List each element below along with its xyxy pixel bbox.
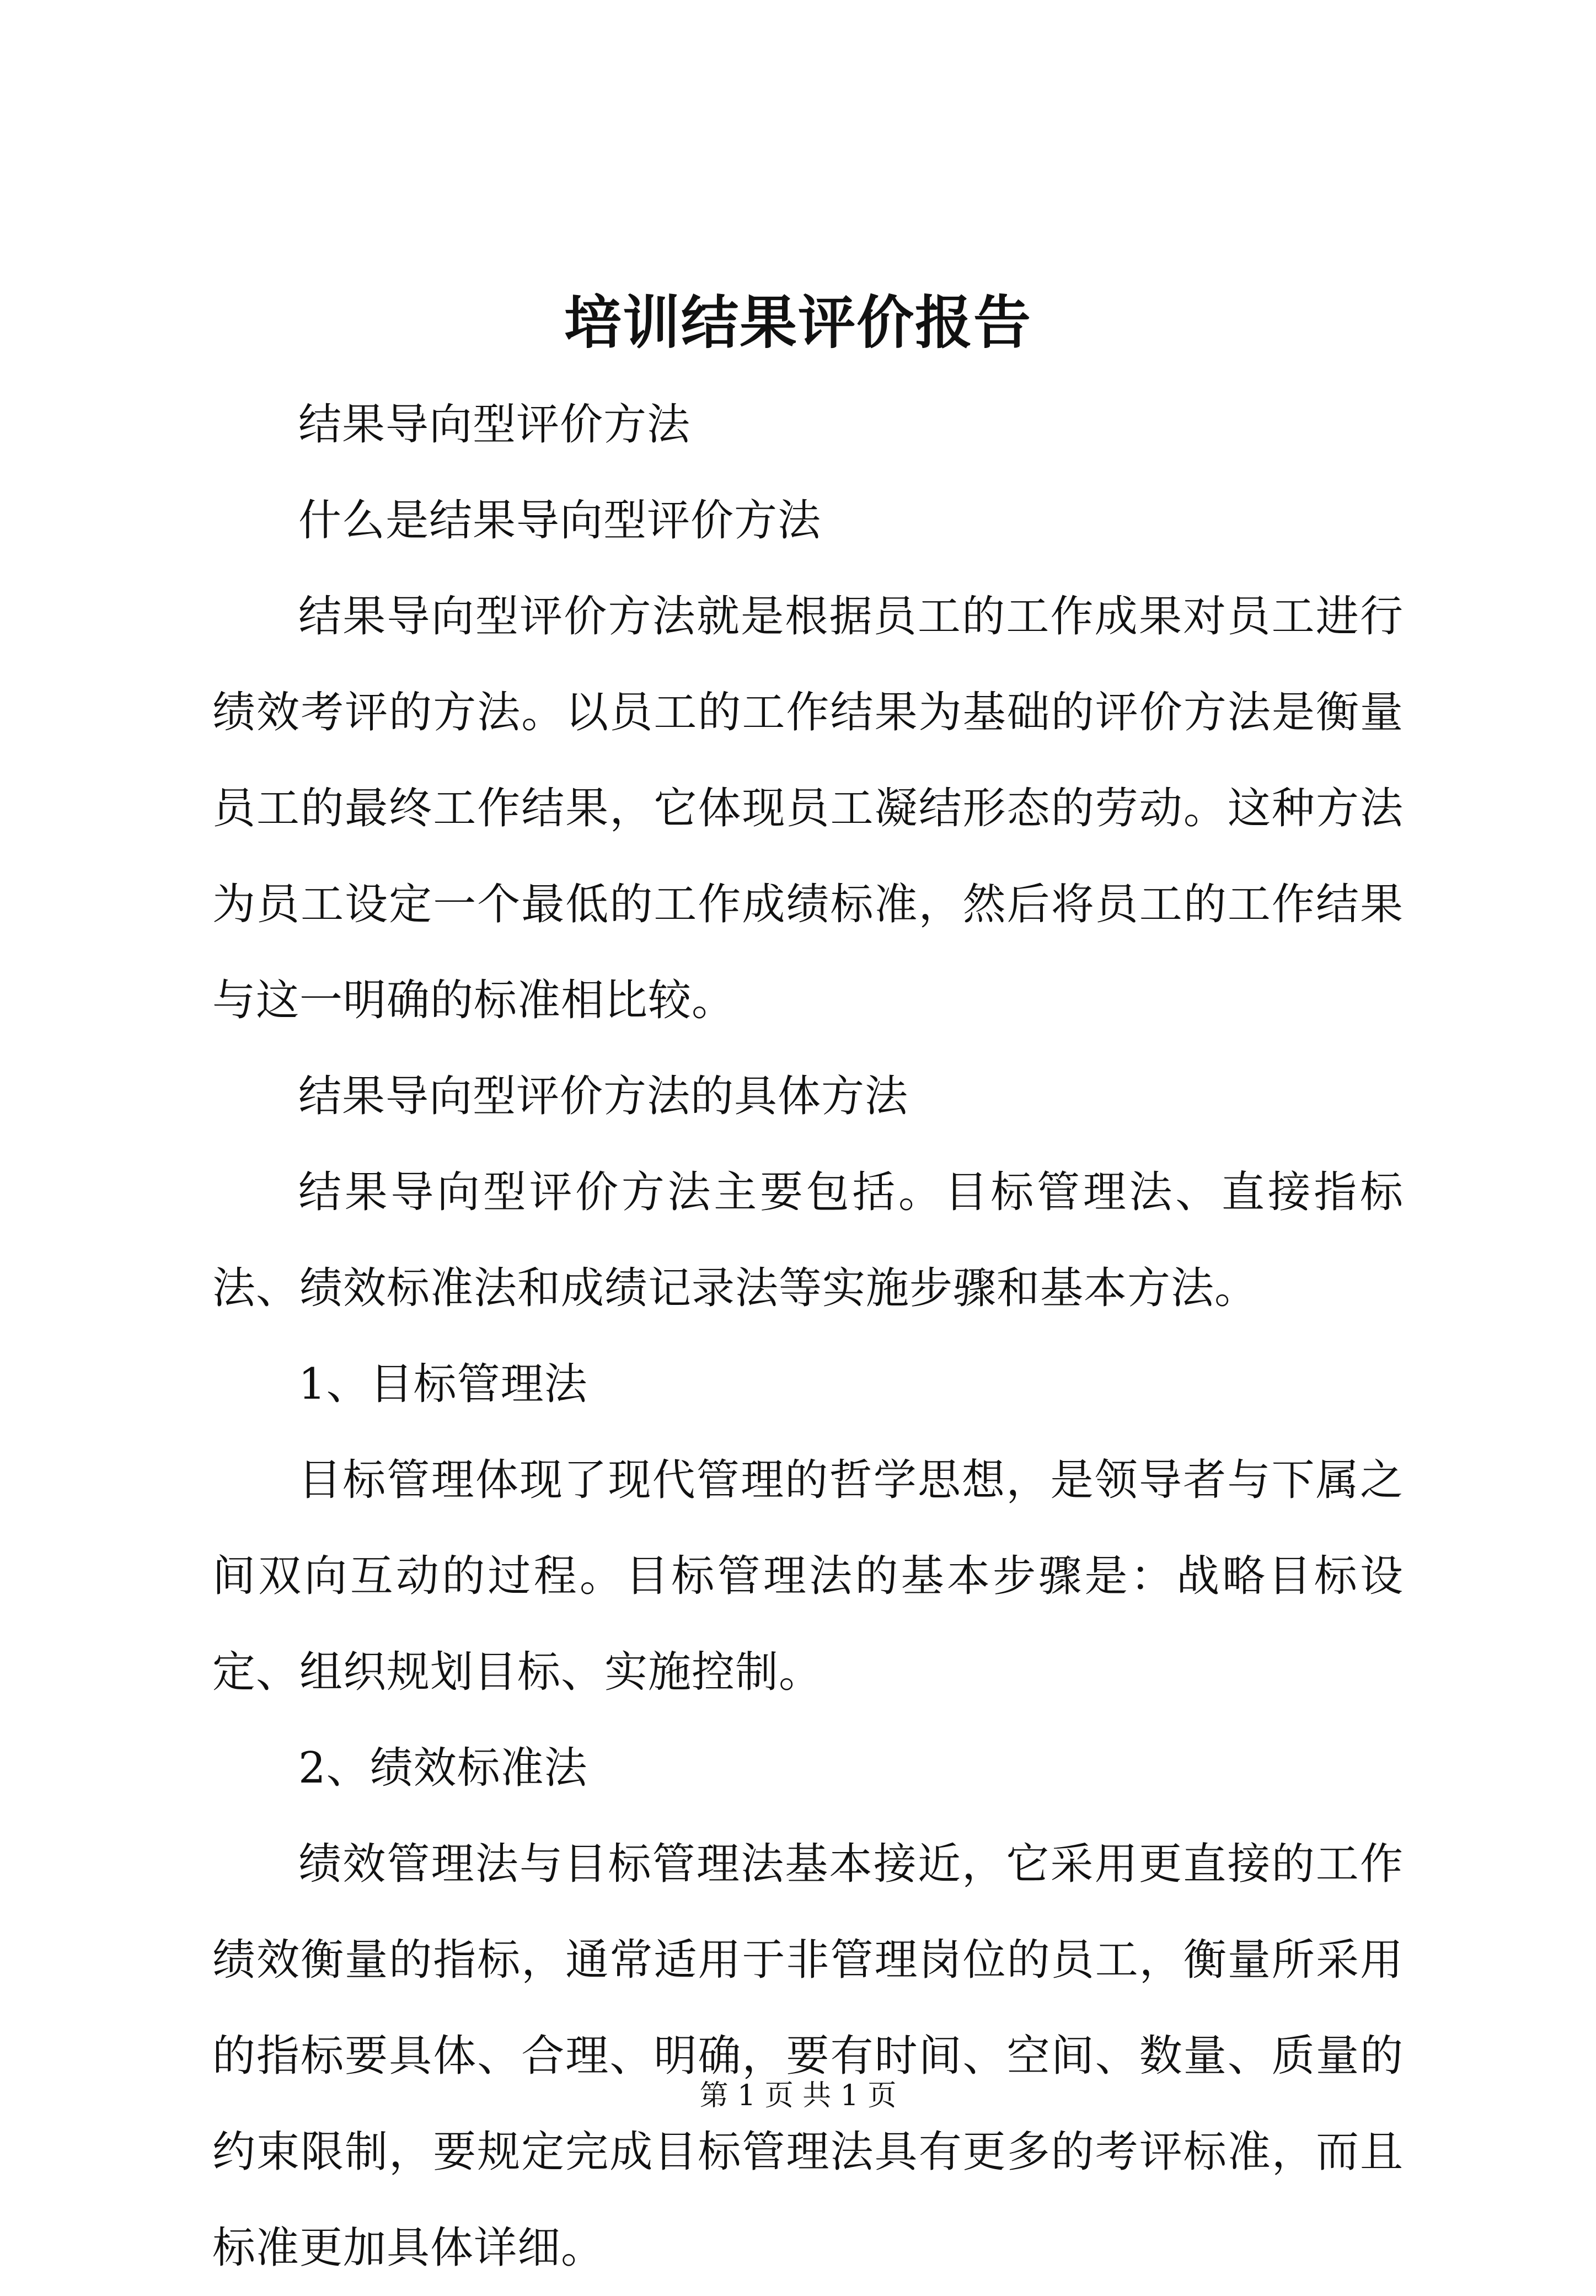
paragraph-performance-standard: 绩效管理法与目标管理法基本接近，它采用更直接的工作绩效衡量的指标，通常适用于非管理岗位的员工，衡量所采用的指标要具体、合理、明确，要有时间、空间、数量、质量的约束限制，要规定完成目标管理法具有更多的考评标准，而且标准更加具体详细。 (212, 1839, 1404, 2273)
paragraph-methods-list: 结果导向型评价方法主要包括。目标管理法、直接指标法、绩效标准法和成绩记录法等实施步骤和基本方法。 (212, 1168, 1404, 1313)
paragraph-mbo: 目标管理体现了现代管理的哲学思想，是领导者与下属之间双向互动的过程。目标管理法的基本步骤是：战略目标设定、组织规划目标、实施控制。 (212, 1455, 1404, 1697)
document-title: 培训结果评价报告 (564, 288, 1032, 356)
section-heading-performance-standard: 2、绩效标准法 (298, 1743, 588, 1793)
paragraph-definition: 结果导向型评价方法就是根据员工的工作成果对员工进行绩效考评的方法。以员工的工作结果为基础的评价方法是衡量员工的最终工作结果，它体现员工凝结形态的劳动。这种方法为员工设定一个最低的工作成绩标准，然后将员工的工作结果与这一明确的标准相比较。 (212, 592, 1404, 1025)
section-heading-specific-methods: 结果导向型评价方法的具体方法 (298, 1072, 909, 1121)
document-body (212, 377, 1404, 2296)
section-heading-result-oriented: 结果导向型评价方法 (298, 400, 691, 449)
page-footer: 第 1 页 共 1 页 (699, 2079, 897, 2112)
section-heading-mbo: 1、目标管理法 (298, 1360, 588, 1409)
section-heading-what-is: 什么是结果导向型评价方法 (298, 496, 822, 545)
